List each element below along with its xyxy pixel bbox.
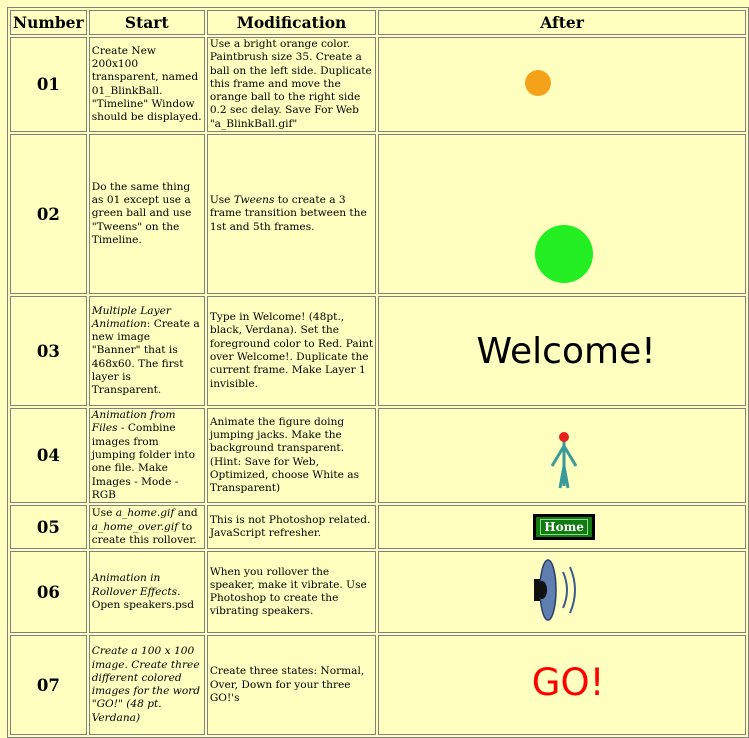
home-button-label: Home xyxy=(540,519,588,535)
row-number: 05 xyxy=(10,505,87,549)
speaker-icon[interactable] xyxy=(382,552,742,632)
home-button[interactable] xyxy=(533,514,595,540)
start-text: : Create a new image "Banner" that is 468x60. The first layer is Transparent. xyxy=(91,317,200,397)
row-number: 04 xyxy=(10,408,87,503)
start-emphasis: a_home.gif xyxy=(115,507,175,520)
table-row xyxy=(10,551,746,633)
start-emphasis: Create a 100 x 100 image. Create three different colored images for the word "GO!" (48 pt. Verdana) xyxy=(91,645,201,724)
start-cell xyxy=(89,551,205,633)
modification-cell xyxy=(207,134,376,294)
table-row xyxy=(10,505,746,549)
modification-cell: Use a bright orange color. Paintbrush size 35. Create a ball on the left side. Duplicate this frame and move the orange ball to the right side 0.2 sec delay. Save For Web "a_BlinkBall.gif" xyxy=(207,37,376,132)
table-row xyxy=(10,37,746,132)
start-text: - Combine images from jumping folder into one file. Make Images - Mode - RGB xyxy=(91,422,196,501)
table-row xyxy=(10,134,746,294)
start-emphasis: Multiple Layer Animation xyxy=(91,304,171,330)
row-number: 06 xyxy=(10,551,87,633)
go-text[interactable]: GO! xyxy=(531,660,605,704)
modification-text: Use xyxy=(209,194,234,207)
table-row xyxy=(10,635,746,735)
header-number: Number xyxy=(10,10,87,35)
modification-cell: When you rollover the speaker, make it vibrate. Use Photoshop to create the vibrating speakers. xyxy=(207,551,376,633)
after-cell xyxy=(378,408,746,503)
table-row xyxy=(10,408,746,503)
start-text: . Open speakers.psd xyxy=(91,585,195,611)
row-number: 03 xyxy=(10,296,87,406)
header-row xyxy=(10,10,746,35)
start-emphasis: Animation from Files xyxy=(91,409,176,435)
jumping-figure-icon xyxy=(382,416,742,496)
row-number: 07 xyxy=(10,635,87,735)
start-cell xyxy=(89,505,205,549)
assignments-table xyxy=(7,7,749,738)
modification-cell: Animate the figure doing jumping jacks. Make the background transparent. (Hint: Save for Web, Optimized, choose White as Transparent) xyxy=(207,408,376,503)
after-cell xyxy=(378,134,746,294)
orange-ball-icon xyxy=(382,45,742,125)
header-start: Start xyxy=(89,10,205,35)
after-cell xyxy=(378,551,746,633)
after-cell xyxy=(378,635,746,735)
row-number: 02 xyxy=(10,134,87,294)
welcome-text: Welcome! xyxy=(476,330,656,372)
start-text: to create this rollover. xyxy=(91,520,197,546)
header-modification: Modification xyxy=(207,10,376,35)
start-emphasis: a_home_over.gif xyxy=(91,520,179,533)
modification-emphasis: Tweens xyxy=(233,194,275,207)
start-text: Use xyxy=(91,507,116,520)
start-cell: Do the same thing as 01 except use a green ball and use "Tweens" on the Timeline. xyxy=(89,134,205,294)
table-row xyxy=(10,296,746,406)
modification-text: to create a 3 frame transition between the 1st and 5th frames. xyxy=(209,194,367,233)
start-text: and xyxy=(174,507,198,520)
green-ball-icon xyxy=(382,135,742,293)
modification-cell: Type in Welcome! (48pt., black, Verdana). Set the foreground color to Red. Paint over Welcome!. Duplicate the current frame. Make Layer 1 invisible. xyxy=(207,296,376,406)
modification-cell: Create three states: Normal, Over, Down for your three GO!'s xyxy=(207,635,376,735)
start-cell xyxy=(89,635,205,735)
row-number: 01 xyxy=(10,37,87,132)
after-cell xyxy=(378,296,746,406)
after-cell xyxy=(378,37,746,132)
start-emphasis: Animation in Rollover Effects xyxy=(91,572,178,598)
start-cell xyxy=(89,296,205,406)
after-cell xyxy=(378,505,746,549)
header-after: After xyxy=(378,10,746,35)
modification-cell: This is not Photoshop related. JavaScript refresher. xyxy=(207,505,376,549)
start-cell: Create New 200x100 transparent, named 01_BlinkBall. "Timeline" Window should be displayed. xyxy=(89,37,205,132)
start-cell xyxy=(89,408,205,503)
